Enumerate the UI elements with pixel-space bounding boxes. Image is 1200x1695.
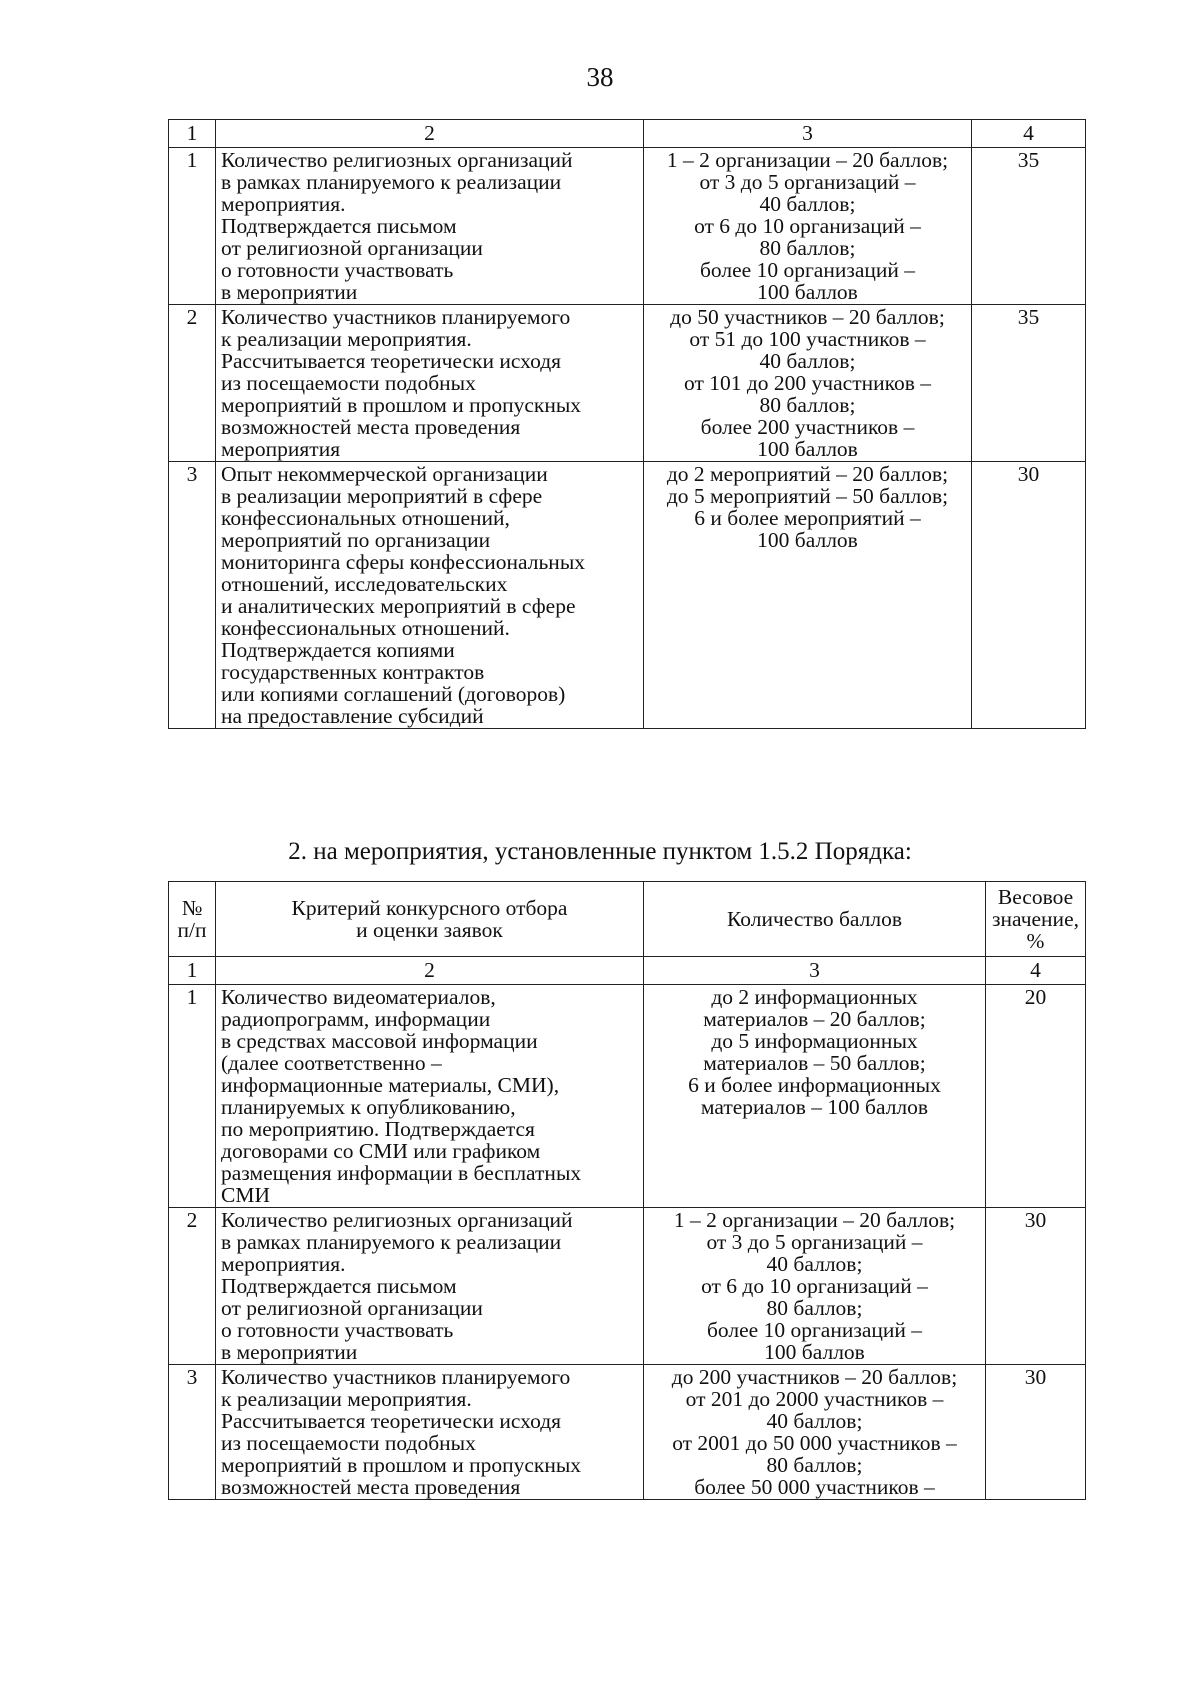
column-number: 4	[986, 957, 1086, 985]
scores-cell: 1 – 2 организации – 20 баллов; от 3 до 5 организаций – 40 баллов; от 6 до 10 организаций – 80 баллов; более 10 организаций – 100 баллов	[644, 1208, 986, 1365]
scores-cell: до 2 информационных материалов – 20 баллов; до 5 информационных материалов – 50 баллов; 6 и более информационных материалов – 100 баллов	[644, 985, 986, 1208]
weight-cell: 35	[972, 148, 1086, 305]
weight-cell: 30	[972, 462, 1086, 729]
criterion-cell: Количество религиозных организаций в рамках планируемого к реализации мероприятия. Подтверждается письмом от религиозной организации о готовности участвовать в мероприятии	[216, 1208, 644, 1365]
column-number: 1	[169, 957, 216, 985]
weight-cell: 20	[986, 985, 1086, 1208]
scores-cell: 1 – 2 организации – 20 баллов; от 3 до 5 организаций – 40 баллов; от 6 до 10 организаций – 80 баллов; более 10 организаций – 100 баллов	[644, 148, 972, 305]
header-weight: Весовое значение, %	[986, 882, 1086, 957]
criterion-cell: Количество участников планируемого к реализации мероприятия. Рассчитывается теоретически исходя из посещаемости подобных мероприятий в прошлом и пропускных возможностей места проведения	[216, 1365, 644, 1500]
scores-cell: до 200 участников – 20 баллов; от 201 до 2000 участников – 40 баллов; от 2001 до 50 000 участников – 80 баллов; более 50 000 участников –	[644, 1365, 986, 1500]
row-number: 3	[169, 1365, 216, 1500]
scores-cell: до 50 участников – 20 баллов; от 51 до 100 участников – 40 баллов; от 101 до 200 участников – 80 баллов; более 200 участников – 100 баллов	[644, 305, 972, 462]
row-number: 2	[169, 1208, 216, 1365]
section-heading: 2. на мероприятия, установленные пунктом 1.5.2 Порядка:	[288, 838, 912, 865]
table-row	[169, 1365, 1086, 1500]
criterion-cell: Количество видеоматериалов, радиопрограмм, информации в средствах массовой информации (далее соответственно – информационные материалы, СМИ), планируемых к опубликованию, по мероприятию. Подтверждается договорами со СМИ или графиком размещения информации в бесплатных СМИ	[216, 985, 644, 1208]
column-number: 3	[644, 120, 972, 148]
column-number: 4	[972, 120, 1086, 148]
table-row	[169, 985, 1086, 1208]
row-number: 3	[169, 462, 216, 729]
scores-cell: до 2 мероприятий – 20 баллов; до 5 мероприятий – 50 баллов; 6 и более мероприятий – 100 баллов	[644, 462, 972, 729]
table-row	[169, 305, 1086, 462]
row-number: 2	[169, 305, 216, 462]
table-row	[169, 462, 1086, 729]
criterion-cell: Опыт некоммерческой организации в реализации мероприятий в сфере конфессиональных отношений, мероприятий по организации мониторинга сферы конфессиональных отношений, исследовательских и аналитических мероприятий в сфере конфессиональных отношений. Подтверждается копиями государственных контрактов или копиями соглашений (договоров) на предоставление субсидий	[216, 462, 644, 729]
weight-cell: 35	[972, 305, 1086, 462]
page-number: 38	[586, 62, 614, 92]
column-number: 2	[216, 120, 644, 148]
row-number: 1	[169, 148, 216, 305]
header-criterion: Критерий конкурсного отбора и оценки заявок	[216, 882, 644, 957]
criteria-table-2	[168, 881, 1086, 1500]
column-number-row	[169, 957, 1086, 985]
table-row	[169, 148, 1086, 305]
header-scores: Количество баллов	[644, 882, 986, 957]
weight-cell: 30	[986, 1365, 1086, 1500]
column-number: 1	[169, 120, 216, 148]
column-number: 3	[644, 957, 986, 985]
criterion-cell: Количество участников планируемого к реализации мероприятия. Рассчитывается теоретически исходя из посещаемости подобных мероприятий в прошлом и пропускных возможностей места проведения мероприятия	[216, 305, 644, 462]
weight-cell: 30	[986, 1208, 1086, 1365]
criterion-cell: Количество религиозных организаций в рамках планируемого к реализации мероприятия. Подтверждается письмом от религиозной организации о готовности участвовать в мероприятии	[216, 148, 644, 305]
table-header-row	[169, 882, 1086, 957]
header-num: № п/п	[169, 882, 216, 957]
row-number: 1	[169, 985, 216, 1208]
column-number-row	[169, 120, 1086, 148]
column-number: 2	[216, 957, 644, 985]
table-row	[169, 1208, 1086, 1365]
criteria-table-1	[168, 119, 1086, 729]
